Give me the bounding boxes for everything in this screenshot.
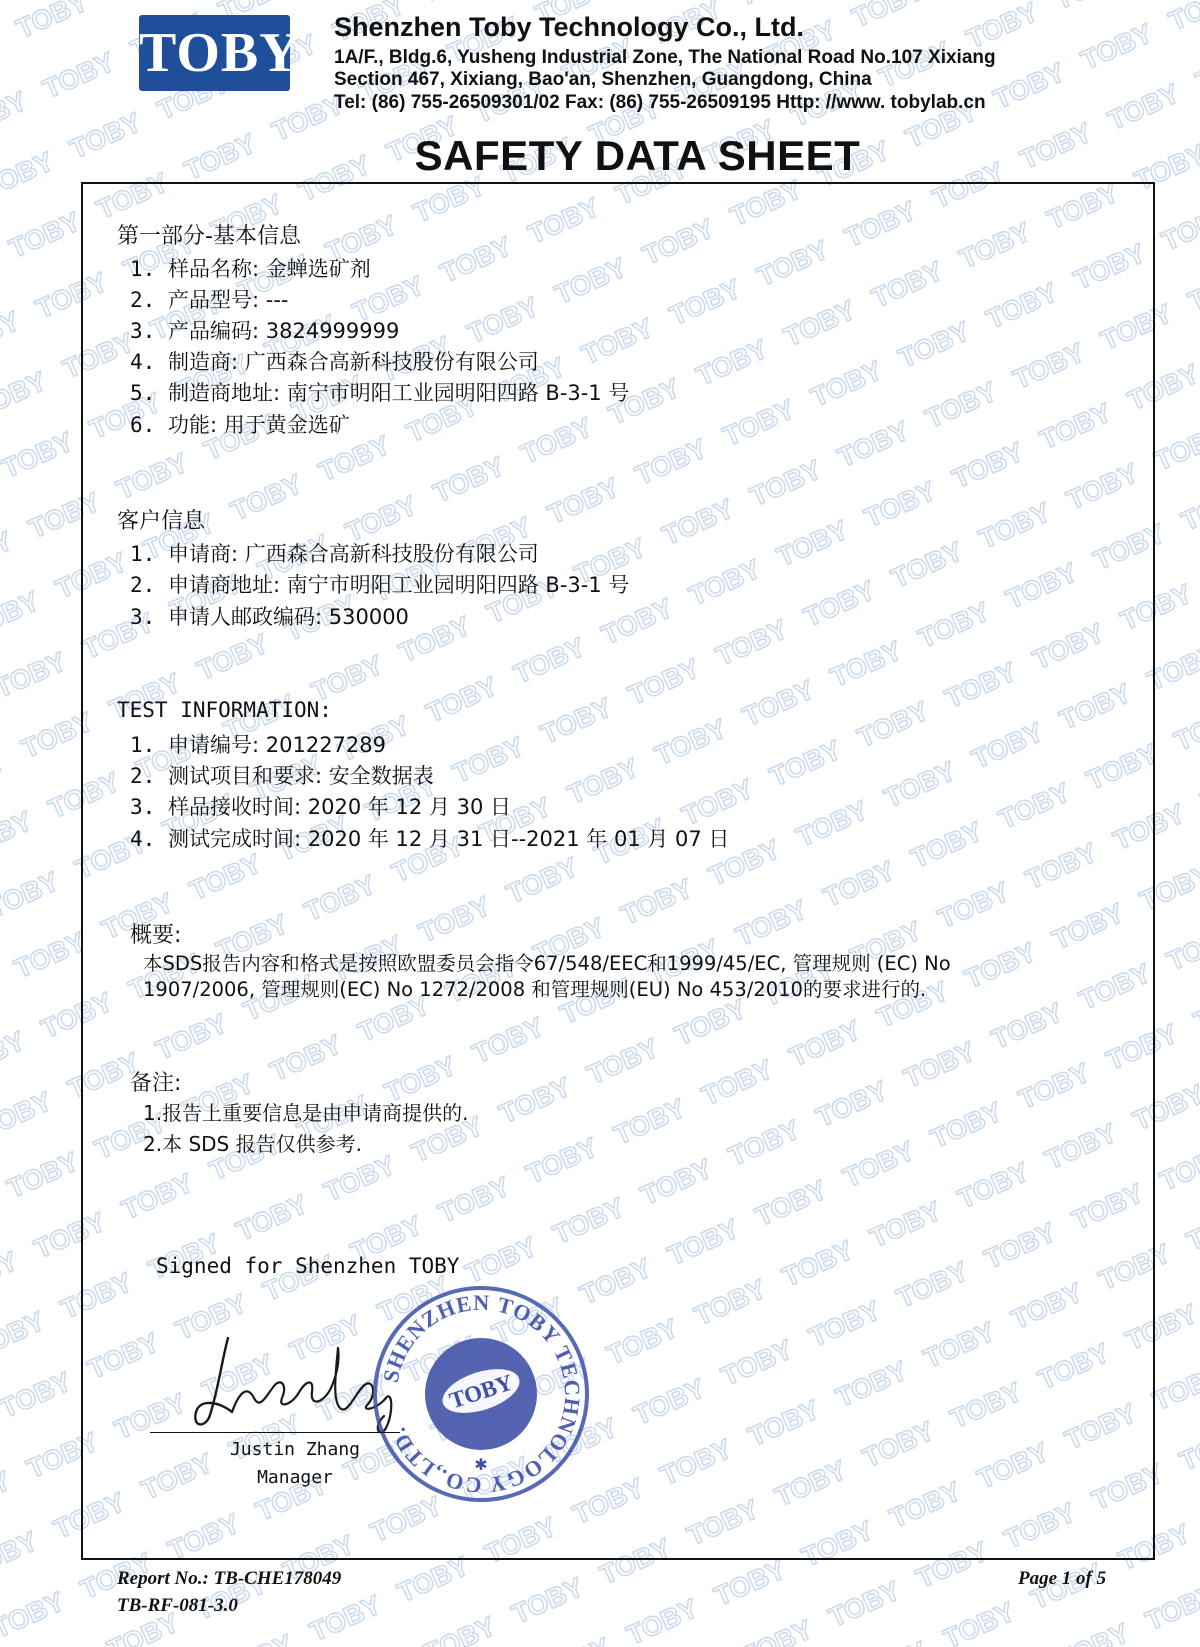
page-indicator: Page 1 of 5 <box>1018 1568 1107 1589</box>
company-address-line-1: 1A/F., Bldg.6, Yusheng Industrial Zone, The National Road No.107 Xixiang <box>334 47 996 68</box>
customer-info-heading: 客户信息 <box>117 509 206 534</box>
report-number: Report No.: TB-CHE178049 <box>117 1568 342 1589</box>
signer-name: Justin Zhang <box>229 1439 361 1460</box>
basic-info-item: 1. 样品名称: 金蝉选矿剂 <box>130 257 371 281</box>
basic-info-item: 3. 产品编码: 3824999999 <box>130 319 400 343</box>
basic-info-item: 4. 制造商: 广西森合高新科技股份有限公司 <box>130 350 539 374</box>
company-name: Shenzhen Toby Technology Co., Ltd. <box>334 12 804 42</box>
test-info-heading: TEST INFORMATION: <box>117 698 332 722</box>
remark-item: 2.本 SDS 报告仅供参考. <box>143 1132 362 1156</box>
company-address-line-2: Section 467, Xixiang, Bao'an, Shenzhen, Guangdong, China <box>334 69 872 90</box>
svg-text:TOBY: TOBY <box>446 1369 516 1414</box>
svg-text:SHENZHEN TOBY TECHNOLOGY CO.,L: SHENZHEN TOBY TECHNOLOGY CO.,LTD. <box>377 1289 586 1499</box>
document-title: SAFETY DATA SHEET <box>414 132 861 179</box>
svg-text:✱: ✱ <box>474 1457 488 1474</box>
test-info-item: 3. 样品接收时间: 2020 年 12 月 30 日 <box>130 795 512 819</box>
summary-heading: 概要: <box>130 923 182 948</box>
test-info-item: 1. 申请编号: 201227289 <box>130 733 386 757</box>
basic-info-item: 5. 制造商地址: 南宁市明阳工业园明阳四路 B-3-1 号 <box>130 381 630 405</box>
signed-for-label: Signed for Shenzhen TOBY <box>156 1254 460 1278</box>
customer-info-item: 3. 申请人邮政编码: 530000 <box>130 605 409 629</box>
form-number: TB-RF-081-3.0 <box>117 1595 238 1616</box>
remark-item: 1.报告上重要信息是由申请商提供的. <box>143 1101 469 1125</box>
basic-info-item: 6. 功能: 用于黄金选矿 <box>130 413 350 437</box>
basic-info-heading: 第一部分-基本信息 <box>117 224 301 249</box>
company-contact-line: Tel: (86) 755-26509301/02 Fax: (86) 755-26509195 Http: //www. tobylab.cn <box>334 92 986 113</box>
signer-title: Manager <box>257 1467 333 1488</box>
customer-info-item: 2. 申请商地址: 南宁市明阳工业园明阳四路 B-3-1 号 <box>130 573 630 597</box>
remarks-heading: 备注: <box>130 1071 182 1096</box>
summary-text-line-1: 本SDS报告内容和格式是按照欧盟委员会指令67/548/EEC和1999/45/EC, 管理规则 (EC) No <box>143 952 951 975</box>
basic-info-item: 2. 产品型号: --- <box>130 288 289 312</box>
customer-info-item: 1. 申请商: 广西森合高新科技股份有限公司 <box>130 542 539 566</box>
signature-line <box>150 1432 400 1433</box>
test-info-item: 2. 测试项目和要求: 安全数据表 <box>130 764 434 788</box>
test-info-item: 4. 测试完成时间: 2020 年 12 月 31 日--2021 年 01 月 07 日 <box>130 827 730 851</box>
summary-text-line-2: 1907/2006, 管理规则(EC) No 1272/2008 和管理规则(EU) No 453/2010的要求进行的. <box>143 978 927 1001</box>
toby-logo: TOBY <box>139 15 290 91</box>
